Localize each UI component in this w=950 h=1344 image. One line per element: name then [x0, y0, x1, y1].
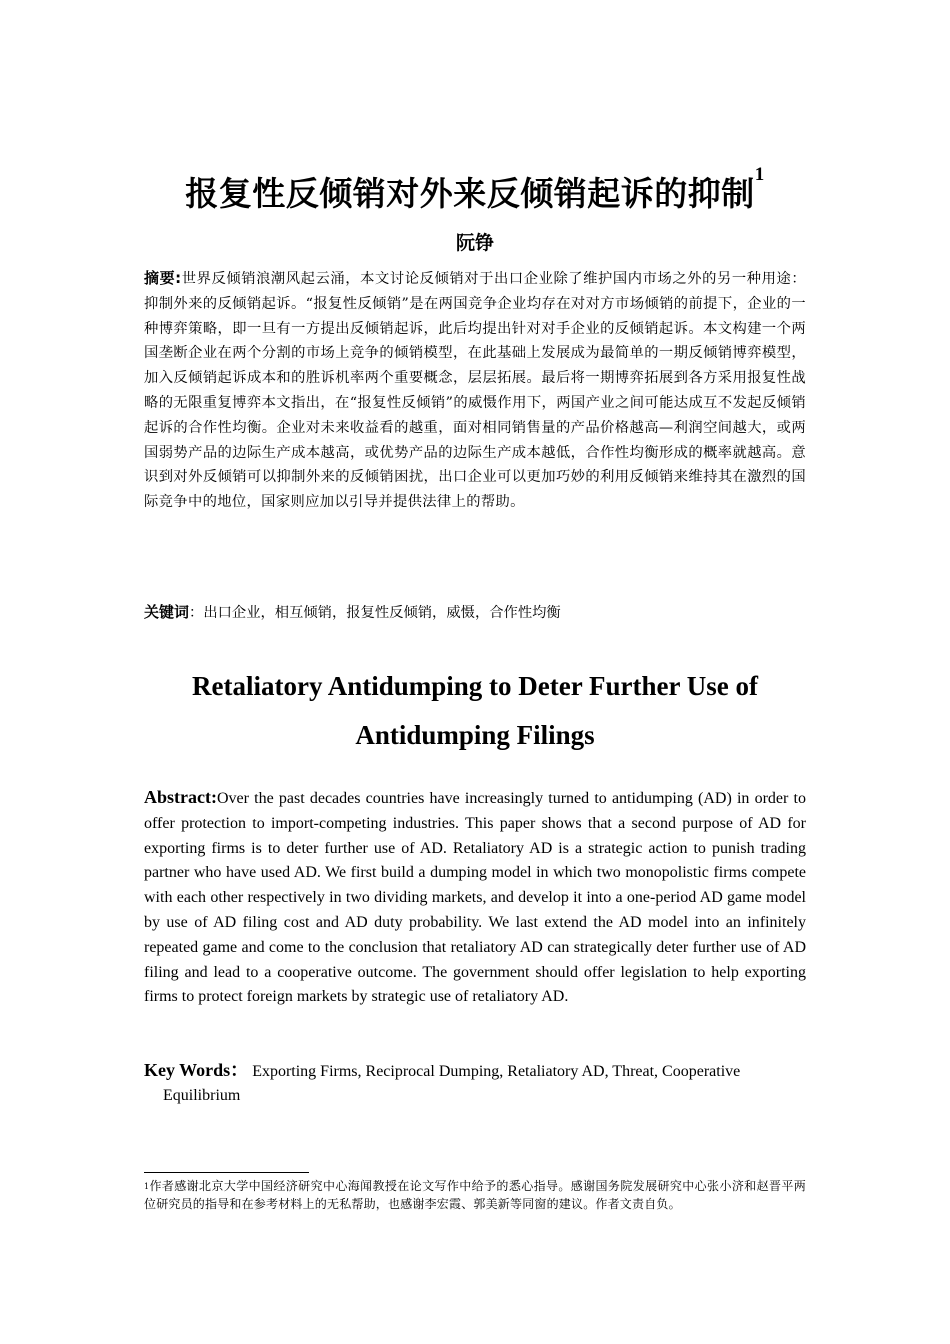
english-abstract-label: Abstract:	[144, 787, 217, 807]
footnote-separator	[144, 1172, 309, 1173]
chinese-title-text: 报复性反倾销对外来反倾销起诉的抑制	[185, 174, 755, 213]
chinese-keywords-label: 关键词	[144, 603, 190, 621]
english-keywords-text-continued: Equilibrium	[163, 1087, 241, 1104]
chinese-abstract-text: 世界反倾销浪潮风起云涌，本文讨论反倾销对于出口企业除了维护国内市场之外的另一种用途：抑制外来的反倾销起诉。“报复性反倾销”是在两国竞争企业均存在对对方市场倾销的前提下，企业的一种博弈策略，即一旦有一方提出反倾销起诉，此后均提出针对对手企业的反倾销起诉。本文构建一个两国垄断企业在两个分割的市场上竞争的倾销模型，在此基础上发展成为最简单的一期反倾销博弈模型，加入反倾销起诉成本和的胜诉机率两个重要概念，层层拓展。最后将一期博弈拓展到各方采用报复性战略的无限重复博弈本文指出，在“报复性反倾销”的威慑作用下，两国产业之间可能达成互不发起反倾销起诉的合作性均衡。企业对未来收益看的越重，面对相同销售量的产品价格越高—利润空间越大，或两国弱势产品的边际生产成本越高，或优势产品的边际生产成本越低，合作性均衡形成的概率就越高。意识到对外反倾销可以抑制外来的反倾销困扰，出口企业可以更加巧妙的利用反倾销来维持其在激烈的国际竞争中的地位，国家则应加以引导并提供法律上的帮助。	[144, 271, 806, 511]
chinese-abstract-label: 摘要:	[144, 269, 182, 287]
chinese-keywords-separator: ：	[189, 605, 204, 621]
title-footnote-mark: 1	[754, 164, 765, 185]
chinese-abstract	[144, 266, 806, 515]
english-abstract-text: Over the past decades countries have increasingly turned to antidumping (AD) in order to offer protection to import-competing industries. This paper shows that a second purpose of AD for exporting firms is to deter further use of AD. Retaliatory AD is a strategic action to punish trading partner who have used AD. We first build a dumping model in which two monopolistic firms compete with each other respectively in two dividing markets, and develop it into a one-period AD game model by use of AD filing cost and AD duty probability. We last extend the AD model into an infinitely repeated game and come to the conclusion that retaliatory AD can strategically deter further use of AD filing and lead to a cooperative outcome. The government should offer legislation to help exporting firms to protect foreign markets by strategic use of retaliatory AD.	[144, 790, 806, 1006]
footnote	[144, 1178, 806, 1213]
english-title: Retaliatory Antidumping to Deter Further Use of Antidumping Filings	[192, 671, 758, 750]
chinese-keywords	[144, 600, 806, 625]
author-name: 阮铮	[455, 232, 494, 254]
footnote-mark: 1	[144, 1182, 150, 1191]
chinese-title	[0, 164, 950, 215]
chinese-keywords-text: 出口企业，相互倾销，报复性反倾销，威慑，合作性均衡	[203, 605, 561, 621]
english-keywords-text: Exporting Firms, Reciprocal Dumping, Retaliatory AD, Threat, Cooperative	[252, 1063, 741, 1080]
english-keywords	[144, 1058, 806, 1108]
english-abstract	[144, 785, 806, 1010]
footnote-text: 作者感谢北京大学中国经济研究中心海闻教授在论文写作中给予的悉心指导。感谢国务院发展研究中心张小济和赵晋平两位研究员的指导和在参考材料上的无私帮助，也感谢李宏霞、郭美新等同窗的建议。作者文责自负。	[144, 1179, 806, 1211]
english-keywords-label: Key Words：	[144, 1060, 249, 1080]
